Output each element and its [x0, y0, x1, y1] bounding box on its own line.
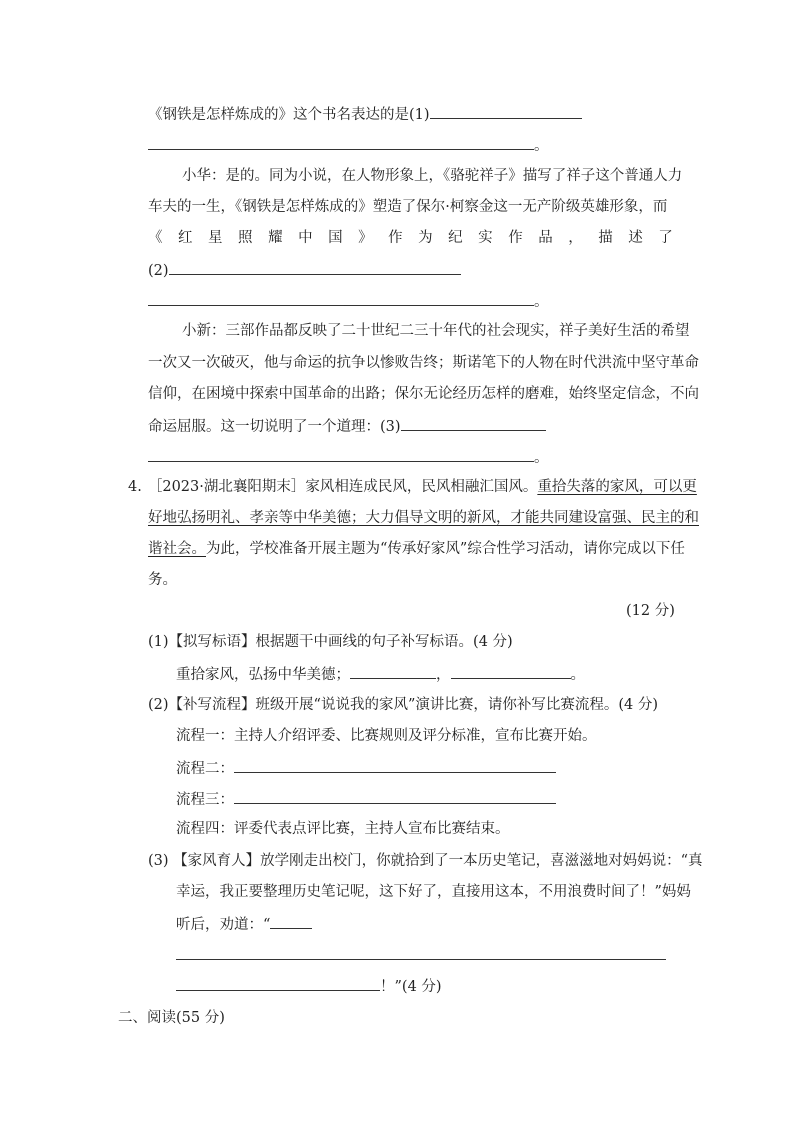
xiaohua-line-3-char: 述: [628, 230, 643, 246]
section-2-heading: 二、阅读(55 分): [118, 1010, 225, 1026]
xiaohua-line-5: [148, 290, 549, 312]
q4-sub3-line-5: [176, 975, 442, 997]
q4-intro-rest: 为此，学校准备开展主题为“传承好家风”综合性学习活动，请你完成以下任: [206, 541, 685, 557]
q4-step-2: [176, 757, 556, 779]
xiaohua-line-3-char: 《: [148, 230, 163, 246]
q4-sub3-line-4: [176, 944, 666, 966]
xiaohua-line-3-char: 星: [208, 230, 223, 246]
xiaohua-line-3-char: 作: [508, 230, 523, 246]
xiaohua-line-3-char: 耀: [268, 230, 283, 246]
xiaohua-line-3-char: 照: [238, 230, 253, 246]
xiaoxin-line-3: 信仰，在困境中探索中国革命的出路；保尔无论经历怎样的磨难，始终坚定信念，不向: [148, 386, 699, 402]
q3-line-2-period: 。: [534, 138, 549, 154]
q4-intro-plain: 家风相连成民风，民风相融汇国风。: [305, 479, 538, 495]
xiaoxin-line-4-text: 命运屈服。这一切说明了一个道理：(3): [148, 419, 401, 435]
xiaoxin-line-4: [148, 415, 546, 437]
xiaoxin-line-1: 小新：三部作品都反映了二十世纪二三十年代的社会现实，祥子美好生活的希望: [182, 323, 690, 339]
q4-sub1-period: 。: [570, 667, 585, 683]
xiaohua-line-3-char: ，: [568, 230, 583, 246]
slogan-blank-1[interactable]: [350, 663, 436, 679]
q4-sub1-line: [176, 663, 585, 685]
q4-number: 4.: [128, 479, 142, 495]
xiaohua-line-1: 小华：是的。同为小说，在人物形象上，《骆驼祥子》描写了祥子这个普通人力: [182, 168, 683, 184]
q4-line-4: 务。: [148, 572, 177, 588]
q3-answer-2b-blank[interactable]: [148, 290, 534, 306]
xiaohua-line-2: 车夫的一生，《钢铁是怎样炼成的》塑造了保尔·柯察金这一无产阶级英雄形象，而: [148, 199, 668, 215]
q4-sub3-quote-close: ！”(4 分): [380, 979, 442, 995]
q4-underlined-1: 重拾失落的家风，可以更: [537, 479, 697, 495]
xiaohua-line-3-char: 》: [358, 230, 373, 246]
q4-sub3-line-1: (3) 【家风育人】放学刚走出校门，你就拾到了一本历史笔记，喜滋滋地对妈妈说：“真: [148, 853, 703, 869]
xiaoxin-line-5: [148, 446, 549, 468]
advice-blank-start[interactable]: [270, 913, 312, 929]
xiaohua-line-3-char: 实: [478, 230, 493, 246]
q4-step-4: 流程四：评委代表点评比赛，主持人宣布比赛结束。: [176, 821, 510, 837]
q4-sub3-line-2: 幸运，我正要整理历史笔记呢，这下好了，直接用这本，不用浪费时间了！”妈妈: [176, 884, 691, 900]
q4-sub1-title: (1)【拟写标语】根据题干中画线的句子补写标语。(4 分): [148, 634, 513, 650]
q4-step-2-label: 流程二：: [176, 761, 234, 777]
xiaohua-line-3-char: 红: [178, 230, 193, 246]
xiaohua-line-3-char: 中: [298, 230, 313, 246]
q4-step-3-label: 流程三：: [176, 792, 234, 808]
advice-blank-end[interactable]: [176, 975, 380, 991]
xiaoxin-line-5-period: 。: [534, 450, 549, 466]
xiaohua-line-3-char: 纪: [448, 230, 463, 246]
q4-sub3-quote-open: 听后，劝道：“: [176, 917, 271, 933]
xiaohua-line-5-period: 。: [534, 294, 549, 310]
q4-underlined-3: 谐社会。: [148, 541, 206, 557]
q4-source: ［2023·湖北襄阳期末］: [147, 479, 306, 495]
q3-line-2: [148, 134, 549, 156]
q3-answer-2-blank[interactable]: [169, 259, 461, 275]
xiaohua-line-4: [148, 259, 461, 281]
q3-line-1: [148, 103, 582, 125]
q3-answer-2-label: (2): [148, 263, 169, 279]
q4-sub2-title: (2)【补写流程】班级开展“说说我的家风”演讲比赛，请你补写比赛流程。(4 分): [148, 697, 659, 713]
q4-step-1: 流程一：主持人介绍评委、比赛规则及评分标准，宣布比赛开始。: [176, 728, 597, 744]
q4-sub1-prefix: 重拾家风，弘扬中华美德；: [176, 667, 350, 683]
step-2-blank[interactable]: [234, 757, 556, 773]
q3-answer-1b-blank[interactable]: [148, 134, 534, 150]
q4-line-1: [128, 477, 697, 497]
q4-score: (12 分): [626, 603, 675, 619]
q4-sub1-comma: ，: [436, 667, 451, 683]
q4-underlined-2: 好地弘扬明礼、孝亲等中华美德；大力倡导文明的新风，才能共同建设富强、民主的和: [148, 510, 699, 526]
step-3-blank[interactable]: [234, 788, 556, 804]
q3-answer-1-blank[interactable]: [430, 103, 582, 119]
xiaoxin-line-2: 一次又一次破灭，他与命运的抗争以惨败告终；斯诺笔下的人物在时代洪流中坚守革命: [148, 355, 699, 371]
xiaohua-line-3-char: 国: [328, 230, 343, 246]
q3-answer-3b-blank[interactable]: [148, 446, 534, 462]
q3-line-1-text: 《钢铁是怎样炼成的》这个书名表达的是(1): [148, 107, 430, 123]
xiaohua-line-3-char: 作: [388, 230, 403, 246]
q4-step-3: [176, 788, 556, 810]
xiaohua-line-3-char: 描: [598, 230, 613, 246]
xiaohua-line-3-char: 品: [538, 230, 553, 246]
xiaohua-line-3-char: 了: [658, 230, 673, 246]
q4-sub3-line-3: [176, 913, 312, 935]
q4-line-3: [148, 539, 685, 559]
q3-answer-3-blank[interactable]: [401, 415, 546, 431]
advice-blank-middle[interactable]: [176, 944, 666, 960]
xiaohua-line-3: [148, 228, 673, 248]
xiaohua-line-3-char: 为: [418, 230, 433, 246]
slogan-blank-2[interactable]: [451, 663, 571, 679]
q4-line-2: [148, 508, 699, 528]
